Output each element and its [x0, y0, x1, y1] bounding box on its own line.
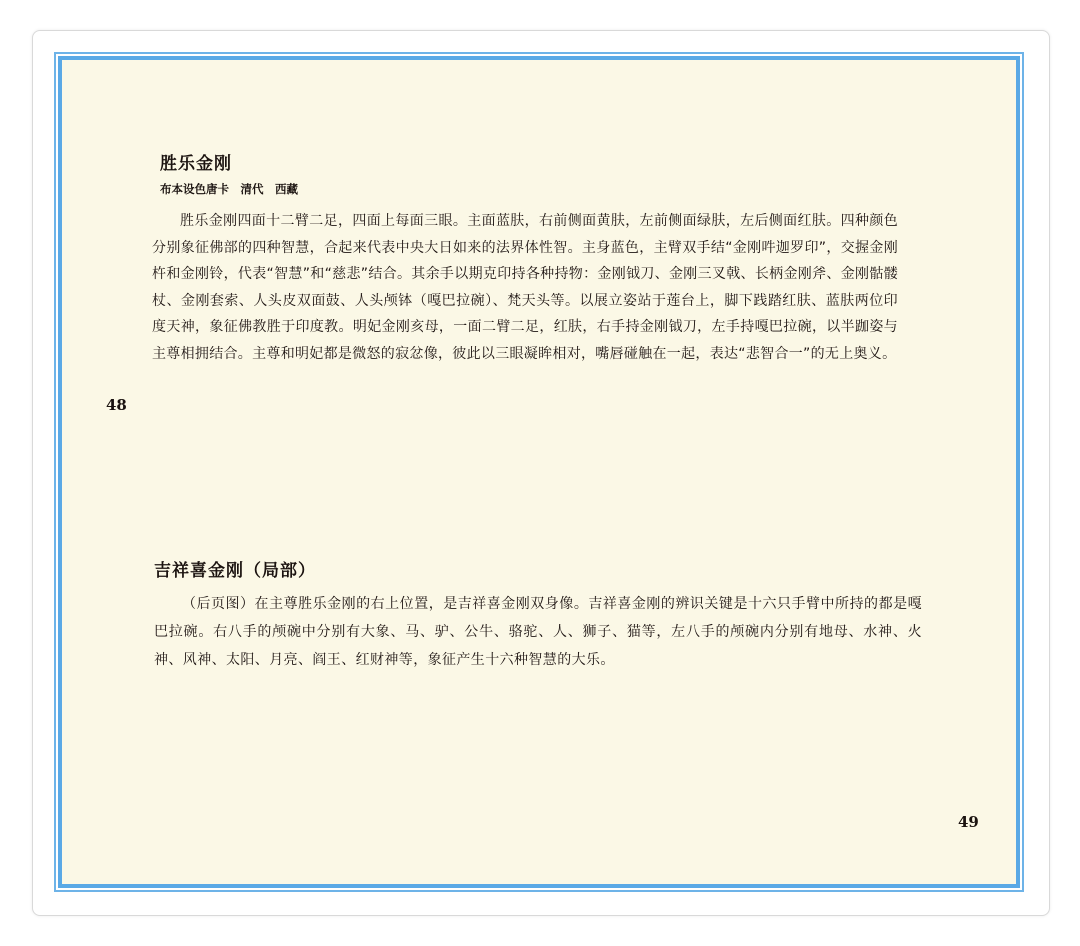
right-page-number: 49 — [958, 813, 979, 831]
section-body: 胜乐金刚四面十二臂二足，四面上每面三眼。主面蓝肤，右前侧面黄肤，左前侧面绿肤，左后侧面红肤。四种颜色分别象征佛部的四种智慧，合起来代表中央大日如来的法界体性智。主身蓝色，主臂双手结“金刚吽迦罗印”，交握金刚杵和金刚铃，代表“智慧”和“慈悲”结合。其余手以期克印持各种持物：金刚钺刀、金刚三叉戟、长柄金刚斧、金刚骷髅杖、金刚套索、人头皮双面鼓、人头颅钵（嘎巴拉碗）、梵天头等。以展立姿站于莲台上，脚下践踏红肤、蓝肤两位印度天神，象征佛教胜于印度教。明妃金刚亥母，一面二臂二足，红肤，右手持金刚钺刀，左手持嘎巴拉碗，以半跏姿与主尊相拥结合。主尊和明妃都是微怒的寂忿像，彼此以三眼凝眸相对，嘴唇碰触在一起，表达“悲智合一”的无上奥义。 — [152, 213, 898, 362]
section-title-2: 吉祥喜金刚（局部） — [154, 561, 316, 581]
book-spread — [62, 60, 1016, 884]
section-body-2: （后页图）在主尊胜乐金刚的右上位置，是吉祥喜金刚双身像。吉祥喜金刚的辨识关键是十六只手臂中所持的都是嘎巴拉碗。右八手的颅碗中分别有大象、马、驴、公牛、骆驼、人、狮子、猫等，左八手的颅碗内分别有地母、水神、火神、风神、太阳、月亮、阎王、红财神等，象征产生十六种智慧的大乐。 — [154, 596, 922, 668]
section-subtitle: 布本设色唐卡 清代 西藏 — [160, 182, 298, 196]
section-title: 胜乐金刚 — [160, 154, 232, 174]
left-page-number: 48 — [106, 396, 127, 414]
